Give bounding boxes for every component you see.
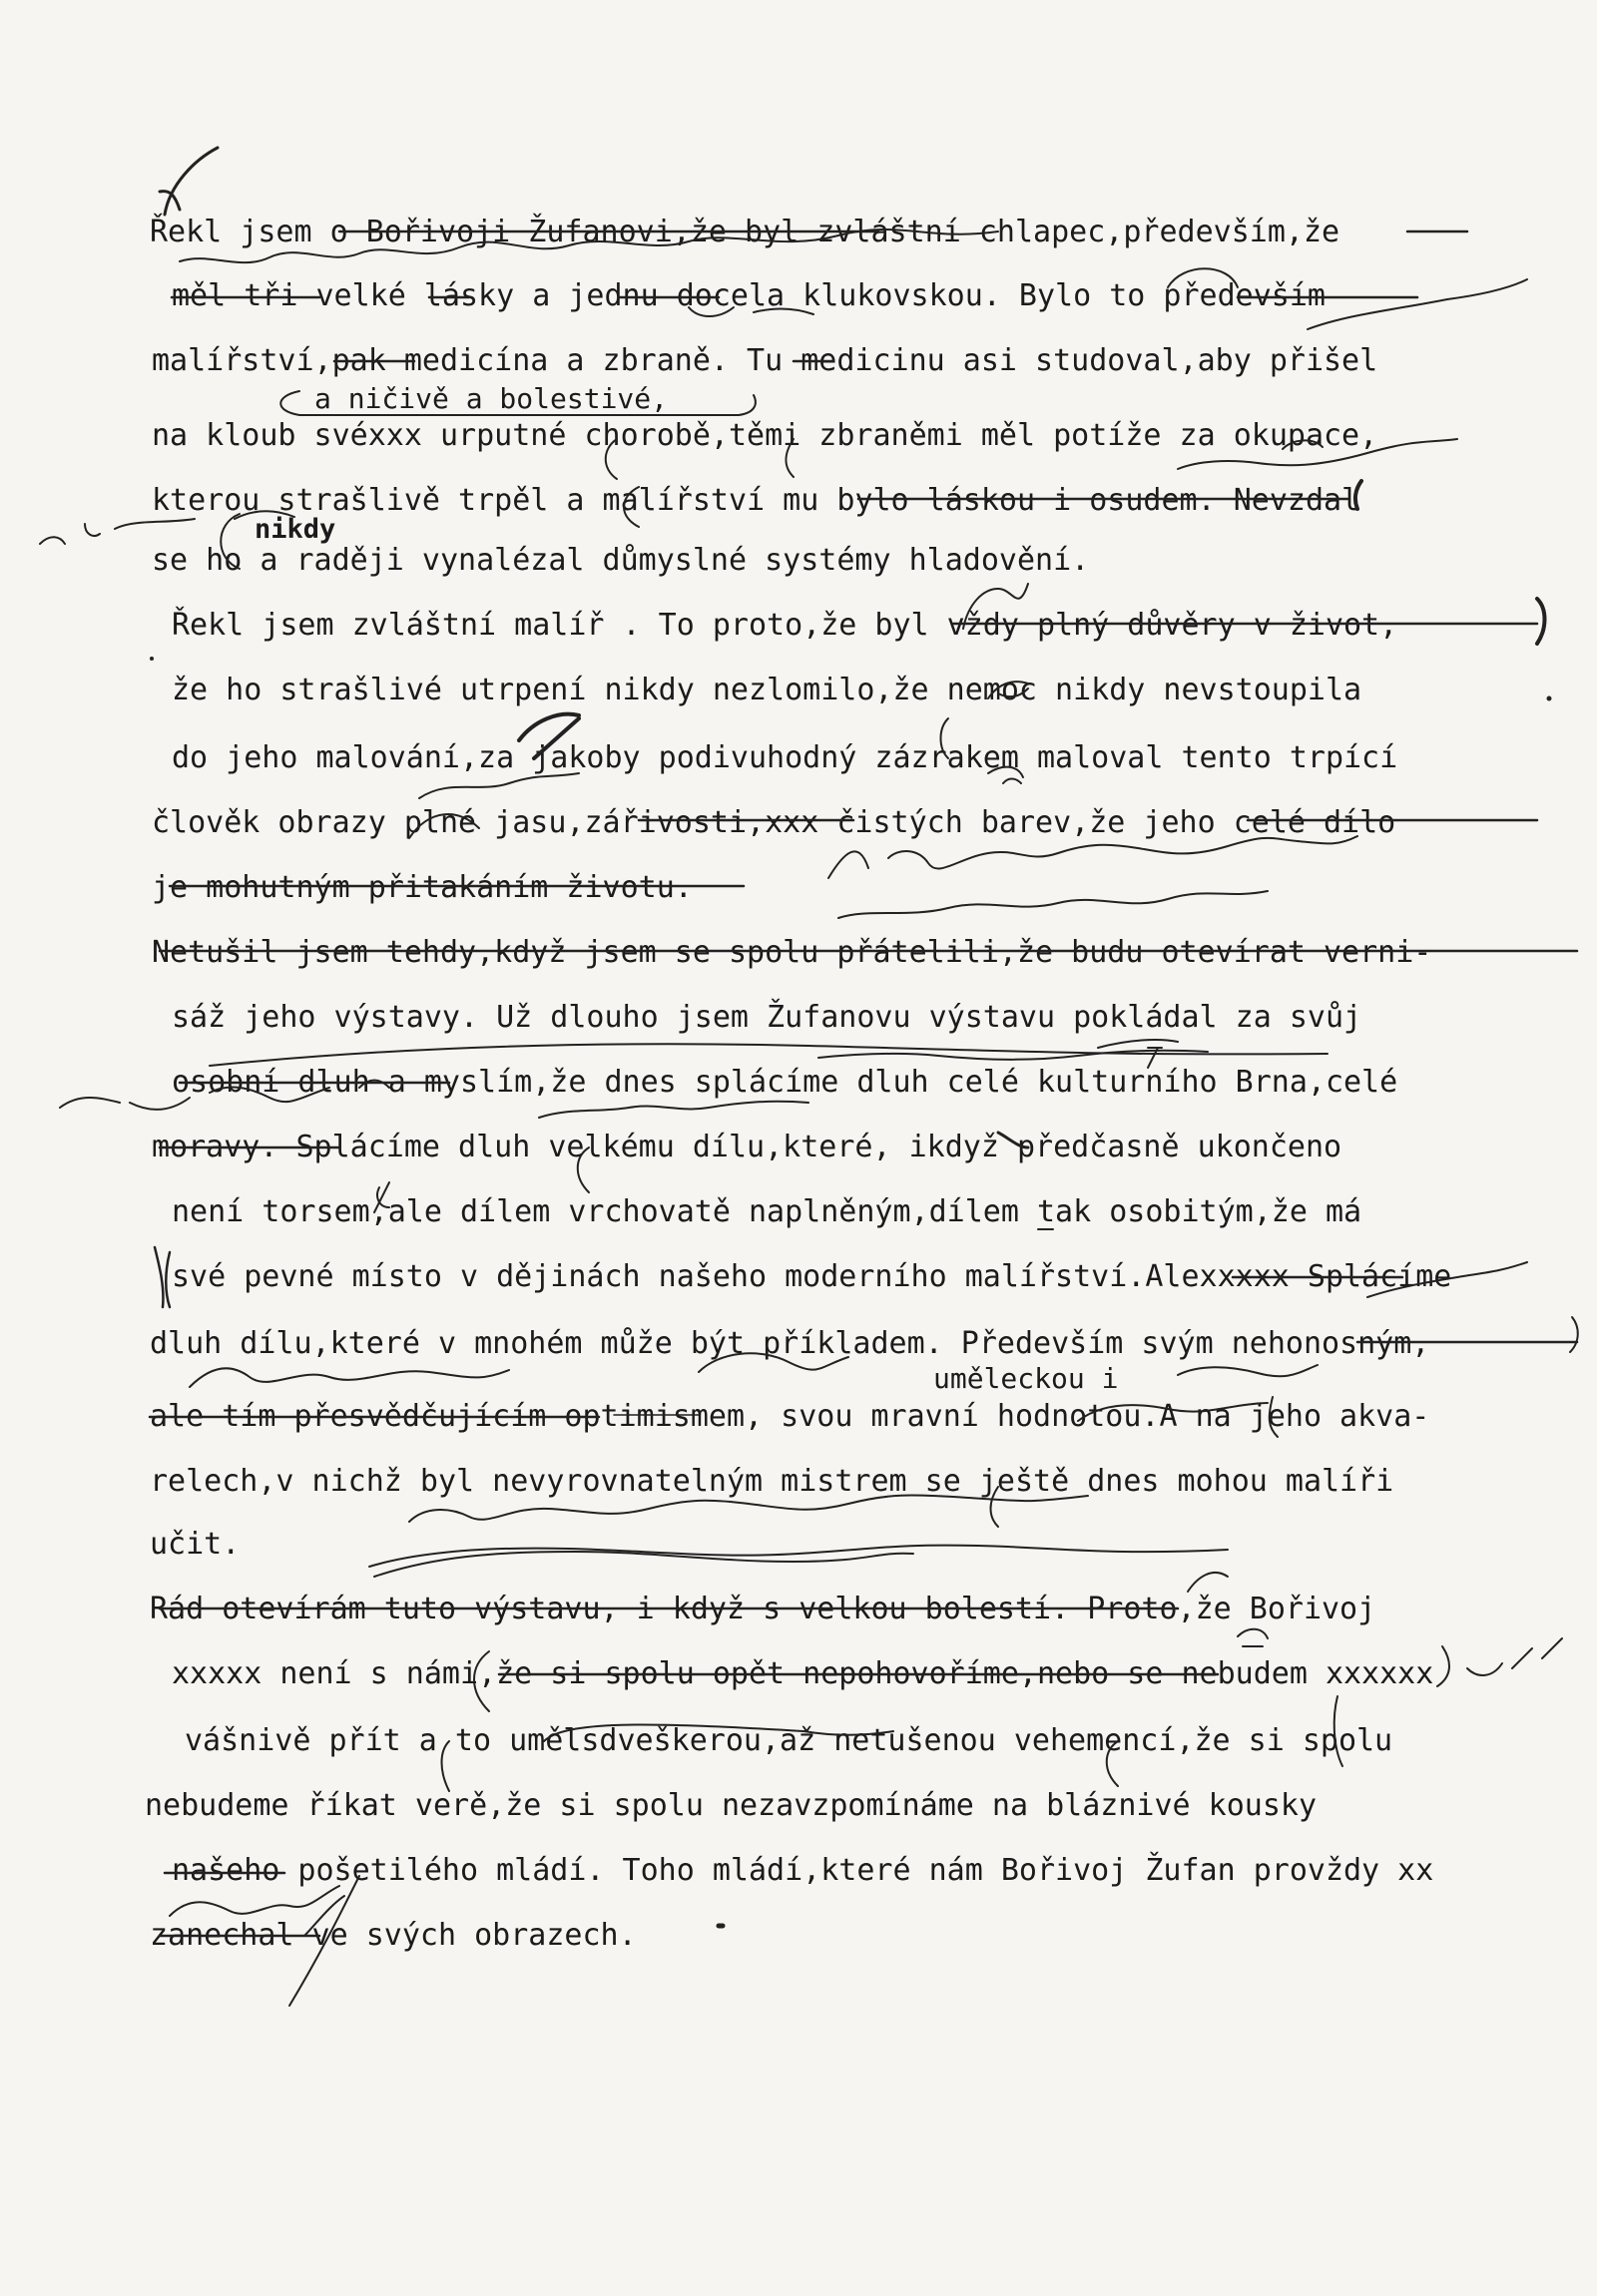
text-line: Řekl jsem o Bořivoji Žufanovi,že byl zvláštní chlapec,především,že <box>150 215 1340 249</box>
text-line: uměleckou i <box>933 1362 1119 1395</box>
text-line: učit. <box>150 1527 241 1562</box>
text-line: že ho strašlivé utrpení nikdy nezlomilo,že nemoc nikdy nevstoupila <box>172 673 1362 707</box>
text-line: do jeho malování,za jakoby podivuhodný zázrakem maloval tento trpící <box>172 740 1398 775</box>
text-line: své pevné místo v dějinách našeho moderního malířství.Alexxxxx Splácíme <box>172 1259 1452 1294</box>
text-line: vášnivě přít a to umělsdveškerou,až netušenou vehemencí,že si spolu <box>185 1723 1393 1758</box>
text-line: a ničivě a bolestivé, <box>314 382 669 415</box>
text-line: zanechal ve svých obrazech. <box>150 1918 637 1953</box>
text-line: na kloub svéxxx urputné chorobě,těmi zbraněmi měl potíže za okupace, <box>152 418 1378 453</box>
text-line: nikdy <box>255 514 336 545</box>
text-line: člověk obrazy plné jasu,zářivosti,xxx čistých barev,že jeho celé dílo <box>152 805 1396 840</box>
text-line: nebudeme říkat verě,že si spolu nezavzpomínáme na bláznivé kousky <box>145 1788 1317 1823</box>
text-line: osobní dluh a myslím,že dnes splácíme dluh celé kulturního Brna,celé <box>172 1065 1398 1100</box>
text-line: je mohutným přitakáním životu. <box>152 870 693 905</box>
text-line: našeho pošetilého mládí. Toho mládí,které nám Bořivoj Žufan provždy xx <box>172 1853 1434 1888</box>
text-line: není torsem,ale dílem vrchovatě naplněným,dílem tak osobitým,že má <box>172 1194 1362 1229</box>
text-line: ale tím přesvědčujícím optimismem, svou mravní hodnotou.A na jeho akva- <box>150 1399 1430 1434</box>
text-line: měl tři velké lásky a jednu docela klukovskou. Bylo to především <box>172 278 1326 313</box>
text-line: xxxxx není s námi,že si spolu opět nepohovoříme,nebo se nebudem xxxxxx <box>172 1656 1434 1691</box>
text-line: Rád otevírám tuto výstavu, i když s velkou bolestí. Proto,že Bořivoj <box>150 1592 1376 1626</box>
text-line: relech,v nichž byl nevyrovnatelným mistrem se ještě dnes mohou malíři <box>150 1464 1394 1499</box>
text-line: moravy. Splácíme dluh velkému dílu,které, ikdyž předčasně ukončeno <box>152 1130 1342 1164</box>
text-line: Netušil jsem tehdy,když jsem se spolu přátelili,že budu otevírat verni- <box>152 935 1432 970</box>
text-line: kterou strašlivě trpěl a malířství mu bylo láskou i osudem. Nevzdal <box>152 483 1360 518</box>
text-line: Řekl jsem zvláštní malíř . To proto,že byl vždy plný důvěry v život, <box>172 608 1398 643</box>
text-line: sáž jeho výstavy. Už dlouho jsem Žufanovu výstavu pokládal za svůj <box>172 1000 1362 1035</box>
text-line: malířství,pak medicína a zbraně. Tu medicinu asi studoval,aby přišel <box>152 343 1378 378</box>
text-line: dluh dílu,které v mnohém může být příkladem. Především svým nehonosným, <box>150 1326 1430 1361</box>
text-line: se ho a raději vynalézal důmyslné systémy hladovění. <box>152 543 1090 578</box>
